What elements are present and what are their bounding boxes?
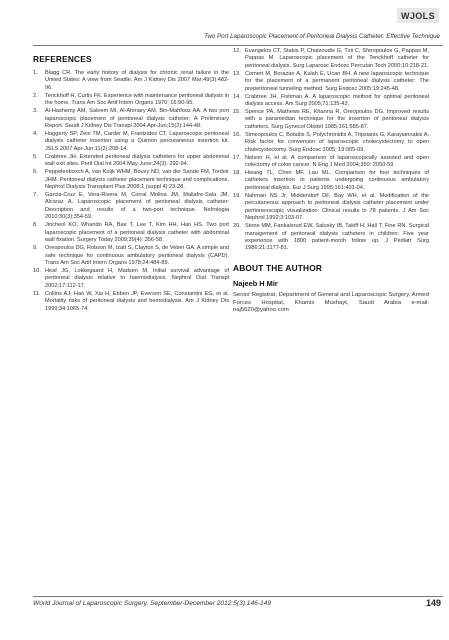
footer-divider (33, 596, 443, 597)
reference-text: Peppelenbosch A, van Kuijk WHM, Bouvy ND, van der Sande FM, Tordoir JHM. Peritoneal dialysis catheter placement technique and complications. Nephrol Dialysis Transplant Plus 2008;1 (suppl 4):23-28. (45, 169, 229, 191)
reference-number: 18. (233, 170, 241, 177)
reference-text: Collins AJ, Hao W, Xia H, Ebben JP, Everson SE, Constantini EG, et al. Mortality risks of peritoneal dialysis and hemodialysis. Am J Kidney Dis 1999;34:1065-74. (45, 290, 229, 312)
reference-item (33, 291, 229, 313)
reference-number: 19. (233, 192, 241, 199)
reference-item (33, 192, 229, 222)
reference-number: 13. (233, 70, 241, 77)
reference-number: 6. (33, 169, 38, 176)
reference-item (233, 223, 429, 253)
reference-text: Nelson H, et al. A comparison of laparoscopically assisted and open colectomy of colon cancer. N Eng J Med 2004;350: 2050-59. (245, 154, 429, 169)
reference-text: Al-Hashemy AM, Saleem MI, Al-Ahmary AM, Bin-Mahfooz AA. A two port laparoscopic placement of peritoneal dialysis catheter: A Preliminary Report. Saudi J Kidney Dis Transpl 2004 Apr-Jun;15(2):144-48. (45, 108, 229, 130)
reference-item (33, 93, 229, 108)
reference-item (233, 170, 429, 192)
reference-text: Evangelos CT, Stakis P, Chatzoudis G, Tzii C, Sferopoulos G, Pappas M, Pappas M. Laparoscopic placement of the Tenckhoff catheter for peritoneal dialysis. Surg Laparosc Endosc Percutan Tech 2000;10:218-21. (245, 48, 429, 69)
right-column (233, 48, 429, 315)
reference-number: 4. (33, 131, 38, 138)
reference-number: 16. (233, 131, 241, 138)
reference-text: Blagg CR. The early history of dialysis for chronic renal failure in the United States: A view from Seattle. Am J Kidney Dis 2007 Mar;49(3):482-96. (45, 70, 229, 91)
reference-number: 15. (233, 109, 241, 116)
reference-number: 3. (33, 108, 38, 115)
references-heading: REFERENCES (33, 54, 92, 64)
author-bio: Senior Registrar, Department of General and Laparoscopic Surgery, Armed Forces Hospital, Khamis Mushayt, Saudi Arabia e-mail: naj5620@yahoo.com (233, 291, 429, 314)
journal-logo-badge (397, 8, 439, 23)
reference-text: Crabtree JH. Extended peritoneal dialysis catheters for upper abdominal wall exit sites. Perit Dial Int 2004 May-June;24(3): 292-94. (45, 153, 229, 168)
running-title: Two Port Laparoscopic Placement of Peritoneal Dialysis Catheter: Effective Technique (204, 33, 440, 40)
reference-item (33, 70, 229, 92)
reference-item (33, 169, 229, 191)
reference-text: Heaf JG, Lokkegaard H, Madsen M. Initial survival advantage of peritoneal dialysis relative to haemodialysis. Nephrol Dial Transpl 2002;17:112-17. (45, 267, 229, 289)
reference-number: 5. (33, 153, 38, 160)
reference-number: 8. (33, 222, 38, 229)
page-number: 149 (425, 598, 441, 608)
reference-number: 9. (33, 245, 38, 252)
reference-text: Comert M, Borazan A, Kulah E, Ucan BH. A new laparoscopic technique for the placement of a permanent peritoneal dialysis catheter: The preperitoneal tunneling method. Surg Endosc 2005;19:245-48. (245, 70, 429, 92)
header-divider (33, 45, 443, 46)
reference-item (233, 71, 429, 93)
reference-item (233, 193, 429, 223)
reference-item (33, 131, 229, 153)
reference-number: 12. (233, 48, 241, 54)
reference-text: Nahman NS Jr, Middendorf DF, Bay WH, et al. Modification of the percutaneous approach to peritoneal dialysis catheter placement under peritoneoscopic visualization: Clinical results in 78 patients. J Am Soc Nephrol 1992;3:103-07. (245, 192, 429, 222)
author-name: Najeeb H Mir (233, 278, 278, 288)
reference-list-left (33, 70, 229, 313)
reference-text: Jincheol KO, Whando RA, Bae T, Lee T, Kim HH, Han HS. Two port laparoscopic placement of a peritoneal dialysis catheter with abdominal wall fixation. Surgery Today 2009;39(4): 356-58. (45, 222, 229, 244)
reference-number: 2. (33, 92, 38, 99)
reference-text: Tenckhoff H, Curtis FK. Experience with maintenance peritoneal dialysis in the home. Trans Am Soc Artif Intern Organs 1970; 16:90-95. (45, 92, 229, 107)
reference-item (233, 109, 429, 131)
reference-number: 7. (33, 192, 38, 199)
reference-text: Hwang TL, Chen MF, Lau ML. Comparison for four techniques of catheters insertion in patients undergoing continuous ambulatory peritoneal dialysis. Eur J Surg 1995;161:401-04. (245, 170, 429, 191)
reference-text: Haggerty SP, Zeni TM, Carder M, Frantzides CT. Laparoscopic peritoneal dialysis catheter insertion using a Quinton percutaneous insertion kit. JSLS 2007 Apr-Jun;11(2):208-14. (45, 131, 229, 152)
reference-text: Spence PA, Mathews RE, Khanna R, Oreopoulos DG. Improved results with a paramedian technique for the insertion of peritoneal dialysis catheters. Surg Gynecol Obstet 1985;161:585-87. (245, 109, 429, 130)
journal-logo-text: WJOLS (400, 10, 435, 21)
reference-item (233, 155, 429, 170)
reference-number: 20. (233, 223, 241, 230)
reference-number: 10. (33, 267, 41, 274)
reference-number: 14. (233, 93, 241, 100)
reference-item (33, 108, 229, 130)
journal-citation: World Journal of Laparoscopic Surgery, September-December 2012;5(3):146-149 (33, 600, 271, 607)
reference-text: Simeopoulos C, Botaitis S, Polychronidis A, Tripsianis G, Karayiannakis A. Risk factor for conversion of laparoscopic cholecystectomy to open cholecystectomy. Surg Endosc 2005; 19:905-09. (245, 131, 429, 153)
reference-text: Stone MM, Fankalsrud EW, Salusky IB, Takiff H, Hall T, Fine RN. Surgical management of peritoneal dialysis catheters in children: Five year experience with 1800 patient-month follow up. J Pediatr Surg 1986;21:1177-81. (245, 223, 429, 252)
reference-item (33, 268, 229, 290)
reference-item (33, 222, 229, 244)
reference-text: Oreopoulos DG, Robson M, Izatt S, Clayton S, de Veber GA. A simple and safe technique for continuous ambulatory peritoneal dialysis (CAPD). Trans Am Soc Artif Intern Organs 1978;24:484-89. (45, 245, 229, 266)
about-author-heading: ABOUT THE AUTHOR (233, 262, 323, 273)
left-column (33, 48, 229, 314)
reference-item (233, 48, 429, 70)
reference-item (233, 94, 429, 109)
reference-list-right (233, 48, 429, 253)
reference-number: 1. (33, 70, 38, 76)
reference-text: Garcia-Cruz E, Vera-Rivera M, Corral Molina JM, Mallafre-Sala JM, Alcaraz A. Laparoscopic placement of peritoneal dialysis catheter: Description and results of a two-port technique. Nefrologia 2010;30(3):354-59. (45, 192, 229, 221)
reference-number: 17. (233, 154, 241, 161)
reference-item (233, 132, 429, 154)
reference-item (33, 245, 229, 267)
reference-item (33, 154, 229, 169)
reference-number: 11. (33, 290, 41, 297)
reference-text: Crabtree JH, Fishman A. A laparoscopic method for optimal peritoneal dialysis access. Am Surg 2005;71:135-43. (245, 93, 429, 108)
